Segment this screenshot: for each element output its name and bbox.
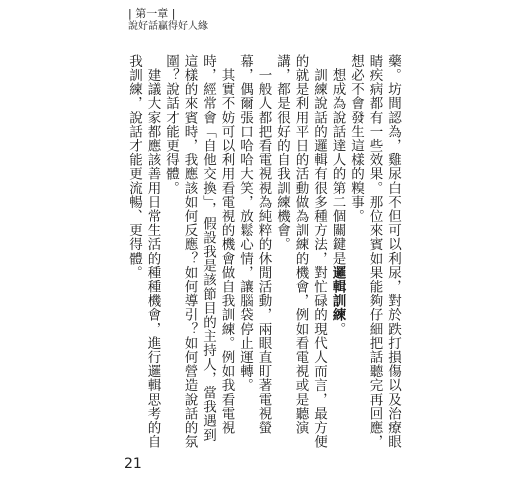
chapter-subtitle: 說好話贏得好人緣 <box>128 20 208 32</box>
paragraph-2-text: 想成為說話達人的第二個關鍵是 <box>329 68 346 266</box>
paragraph-4-text: 一般人都把看電視視為純粹的休閒活動，兩眼直盯著電視螢幕，偶爾張口哈哈大笑，放鬆心情，讓腦袋停止運轉。 <box>237 54 272 435</box>
paragraph-2-end: 。 <box>329 321 346 337</box>
paragraph-6-text: 建議大家都應該善用日常生活的種種機會，進行邏輯思考的自我訓練，說話才能更流暢、更得體。 <box>126 54 161 449</box>
emphasis-logic-training: 邏輯訓練 <box>329 265 346 322</box>
paragraph-4 <box>236 54 273 454</box>
paragraph-2 <box>328 54 347 454</box>
page-number: 21 <box>124 456 142 472</box>
paragraph-1: 藥。坊間認為，雞尿白不但可以利尿，對於跌打損傷以及治療眼睛疾病都有一些效果。那位來賓如果能夠仔細把話聽完再回應，想必不會發生這樣的糗事。 <box>348 54 401 449</box>
paragraph-5 <box>162 54 236 454</box>
paragraph-5-text: 其實不妨可以利用看電視的機會做自我訓練。例如我看電視時，經常會「自他交換」，假設我是該節目的主持人，當我遇到這樣的來賓時，我應該如何反應？如何導引？如何營造說話的氛圍？說話才能更得體。 <box>163 54 235 449</box>
paragraph-3-text: 訓練說話的邏輯有很多種方法，對忙碌的現代人而言，最方便的就是利用平日的活動做為訓練的機會，例如看電視或是聽演講，都是很好的自我訓練機會。 <box>274 54 327 449</box>
vertical-body-text <box>126 54 402 454</box>
paragraph-3 <box>273 54 329 454</box>
chapter-label: | 第一章 | <box>128 7 176 20</box>
running-header <box>128 8 208 32</box>
paragraph-6 <box>125 54 162 454</box>
